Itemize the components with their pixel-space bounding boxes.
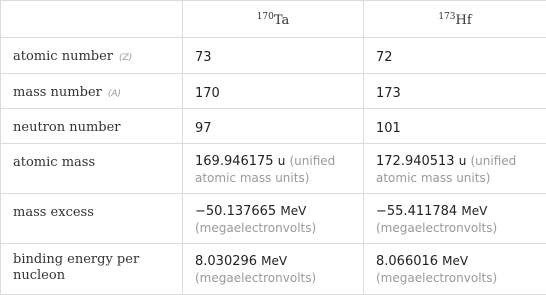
- row-symbol: (Z): [119, 53, 132, 63]
- value-number: 8.030296: [195, 254, 257, 269]
- unit-description: (unified atomic mass units): [195, 154, 335, 185]
- header-isotope-ta170: [183, 1, 364, 38]
- row-label: mass number: [13, 85, 102, 100]
- value-cell: [364, 74, 546, 109]
- value-number: 72: [376, 50, 393, 65]
- value-unit: MeV: [461, 204, 487, 218]
- row-label-cell: [1, 244, 183, 295]
- table-row-neutron-number: [1, 109, 546, 144]
- value-number: 101: [376, 121, 401, 136]
- value-unit: MeV: [280, 204, 306, 218]
- value-number: 170: [195, 86, 220, 101]
- header-row: [1, 1, 546, 38]
- value-cell: [183, 194, 364, 244]
- row-label: atomic mass: [13, 155, 95, 170]
- value-cell: [183, 144, 364, 194]
- value-cell: [364, 144, 546, 194]
- row-label: atomic number: [13, 49, 113, 64]
- unit-description: (unified atomic mass units): [376, 154, 516, 185]
- value-cell: [183, 109, 364, 144]
- row-label: mass excess: [13, 205, 94, 220]
- row-label: binding energy per nucleon: [13, 252, 139, 283]
- unit-description: (megaelectronvolts): [195, 271, 316, 285]
- mass-number-superscript: 173: [438, 12, 455, 22]
- row-label-cell: [1, 38, 183, 74]
- unit-description: (megaelectronvolts): [376, 271, 497, 285]
- value-number: −50.137665: [195, 204, 276, 219]
- element-symbol: Ta: [274, 13, 289, 28]
- table-row-atomic-number: [1, 38, 546, 74]
- header-empty-cell: [1, 1, 183, 38]
- table-row-mass-number: [1, 74, 546, 109]
- unit-description: (megaelectronvolts): [195, 221, 316, 235]
- value-number: 73: [195, 50, 212, 65]
- table-row-binding-energy: [1, 244, 546, 295]
- value-number: −55.411784: [376, 204, 457, 219]
- row-label-cell: [1, 109, 183, 144]
- row-symbol: (A): [108, 89, 121, 99]
- table-row-atomic-mass: [1, 144, 546, 194]
- value-number: 97: [195, 121, 212, 136]
- value-cell: [364, 244, 546, 295]
- value-cell: [364, 194, 546, 244]
- row-label-cell: [1, 144, 183, 194]
- value-cell: [183, 38, 364, 74]
- table-row-mass-excess: [1, 194, 546, 244]
- element-symbol: Hf: [456, 13, 472, 28]
- value-cell: [183, 244, 364, 295]
- value-number: 173: [376, 86, 401, 101]
- row-label: neutron number: [13, 120, 121, 135]
- value-unit: u: [459, 154, 467, 168]
- value-unit: MeV: [261, 254, 287, 268]
- row-label-cell: [1, 74, 183, 109]
- value-number: 169.946175: [195, 154, 274, 169]
- value-number: 172.940513: [376, 154, 455, 169]
- mass-number-superscript: 170: [257, 12, 274, 22]
- value-cell: [364, 38, 546, 74]
- value-cell: [183, 74, 364, 109]
- value-unit: MeV: [442, 254, 468, 268]
- unit-description: (megaelectronvolts): [376, 221, 497, 235]
- value-number: 8.066016: [376, 254, 438, 269]
- header-isotope-hf173: [364, 1, 546, 38]
- row-label-cell: [1, 194, 183, 244]
- value-unit: u: [278, 154, 286, 168]
- value-cell: [364, 109, 546, 144]
